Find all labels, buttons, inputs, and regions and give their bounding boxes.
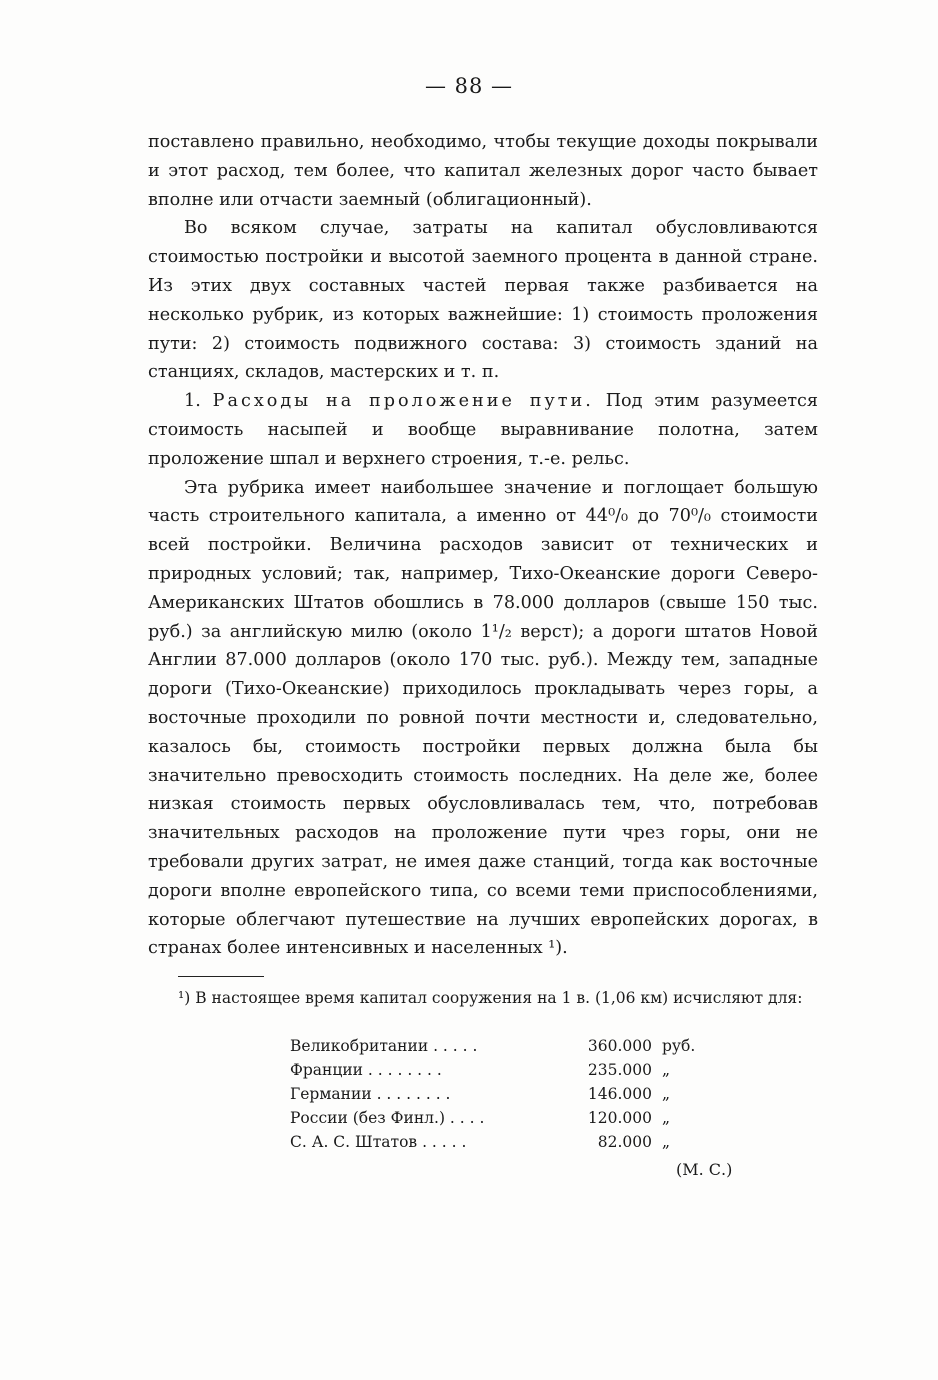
page-number: — 88 — — [424, 74, 514, 98]
country-cell: Великобритании . . . . . — [290, 1037, 478, 1055]
paragraph-3 — [148, 387, 818, 473]
value-cell: 146.000 — [587, 1085, 652, 1103]
unit-cell: „ — [662, 1109, 671, 1127]
country-cell: Германии . . . . . . . . — [290, 1085, 451, 1103]
country-cell: С. А. С. Штатов . . . . . — [290, 1133, 467, 1151]
section-heading: Расходы на проложение пути. — [212, 391, 594, 412]
value-cell: 82.000 — [597, 1133, 652, 1151]
paragraph-2: Во всяком случае, затраты на капитал обусловливаются стоимостью постройки и высотой заемного процента в данной стране. Из этих двух составных частей первая также разбивается на несколько рубрик, из которых важнейшие: 1) стоимость проложения пути: 2) стоимость подвижного состава: 3) стоимость зданий на станциях, складов, мастерских и т. п. — [148, 218, 818, 383]
table-row — [290, 1082, 722, 1106]
footnote — [148, 986, 818, 1011]
paragraph-1: поставлено правильно, необходимо, чтобы текущие доходы покрывали и этот расход, тем более, что капитал железных дорог часто бывает вполне или отчасти заемный (облигационный). — [148, 132, 818, 210]
table-row — [290, 1034, 722, 1058]
unit-cell: „ — [662, 1085, 671, 1103]
footnote-signature: (М. С.) — [676, 1160, 733, 1179]
table-row — [290, 1058, 722, 1082]
unit-cell: руб. — [662, 1037, 696, 1055]
footnote-table — [290, 1034, 722, 1154]
country-cell: Франции . . . . . . . . — [290, 1061, 442, 1079]
country-cell: России (без Финл.) . . . . — [290, 1109, 485, 1127]
body-text — [148, 128, 818, 963]
value-cell: 120.000 — [587, 1109, 652, 1127]
paragraph-3-text: Под этим разумеется стоимость насыпей и вообще выравнивание полотна, затем проложение шпал и верхнего строения, т.-е. рельс. — [148, 391, 819, 469]
unit-cell: „ — [662, 1061, 671, 1079]
section-number: 1. — [184, 391, 201, 412]
table-row — [290, 1130, 722, 1154]
paragraph-4: Эта рубрика имеет наибольшее значение и поглощает большую часть строительного капитала, а именно от 44⁰/₀ до 70⁰/₀ стоимости всей постройки. Величина расходов зависит от технических и природных условий; так, например, Тихо-Океанские дороги Северо-Американских Штатов обошлись в 78.000 долларов (свыше 150 тыс. руб.) за английскую милю (около 1¹/₂ верст); а дороги штатов Новой Англии 87.000 долларов (около 170 тыс. руб.). Между тем, западные дороги (Тихо-Океанские) приходилось прокладывать через горы, а восточные проходили по ровной почти местности и, следовательно, казалось бы, стоимость постройки первых должна была бы значительно превосходить стоимость последних. На деле же, более низкая стоимость первых обусловливалась тем, что, потребовав значительных расходов на проложение пути чрез горы, они не требовали других затрат, не имея даже станций, тогда как восточные дороги вполне европейского типа, со всеми теми приспособлениями, которые облегчают путешествие на лучших европейских дорогах, в странах более интенсивных и населенных ¹). — [148, 477, 818, 959]
footnote-text: ¹) В настоящее время капитал сооружения на 1 в. (1,06 км) исчисляют для: — [178, 989, 803, 1007]
value-cell: 360.000 — [587, 1037, 652, 1055]
value-cell: 235.000 — [587, 1061, 652, 1079]
unit-cell: „ — [662, 1133, 671, 1151]
table-row — [290, 1106, 722, 1130]
footnote-divider — [178, 976, 264, 977]
